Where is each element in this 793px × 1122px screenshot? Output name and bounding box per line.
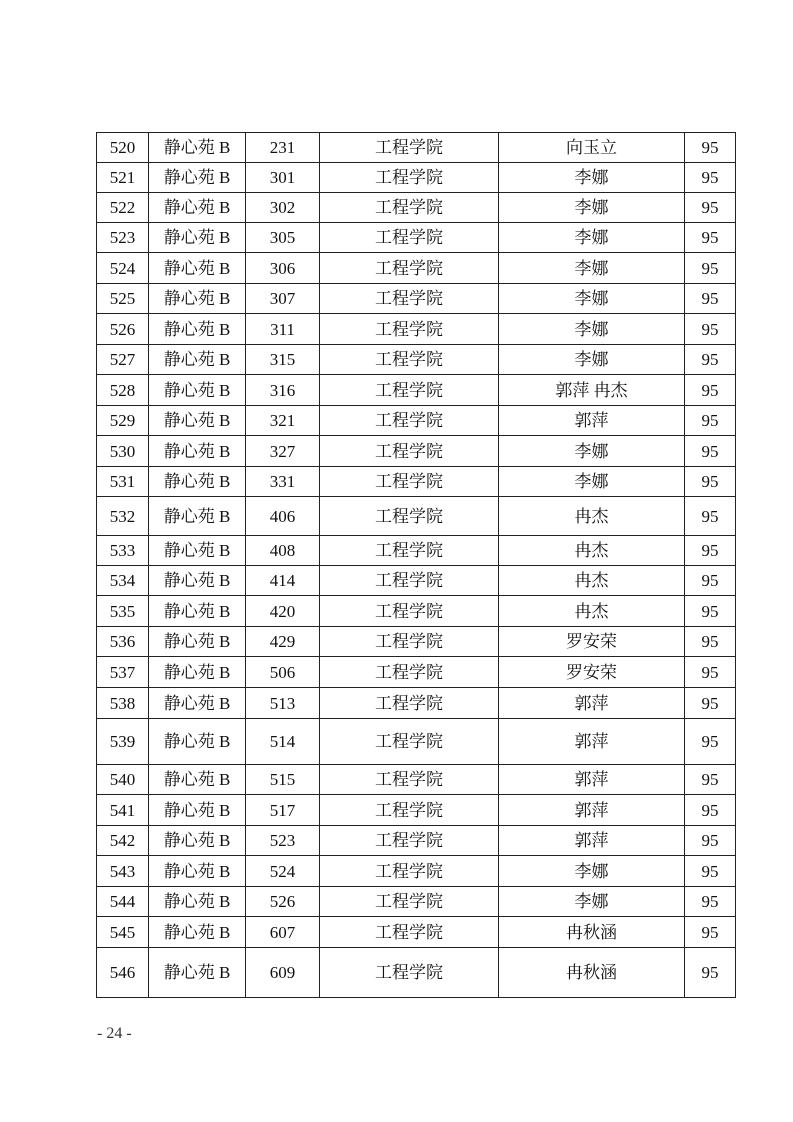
cell-college: 工程学院 xyxy=(320,596,499,627)
cell-score: 95 xyxy=(685,163,736,193)
cell-building: 静心苑 B xyxy=(149,436,246,467)
table-row xyxy=(97,406,736,436)
table-row xyxy=(97,887,736,917)
cell-room: 414 xyxy=(246,566,320,596)
cell-score: 95 xyxy=(685,193,736,223)
cell-building: 静心苑 B xyxy=(149,163,246,193)
cell-staff: 冉秋涵 xyxy=(499,917,685,948)
cell-building: 静心苑 B xyxy=(149,406,246,436)
cell-college: 工程学院 xyxy=(320,133,499,163)
cell-staff: 李娜 xyxy=(499,193,685,223)
table-row xyxy=(97,253,736,284)
cell-score: 95 xyxy=(685,314,736,345)
table-row xyxy=(97,163,736,193)
cell-index: 524 xyxy=(97,253,149,284)
cell-room: 331 xyxy=(246,467,320,497)
cell-college: 工程学院 xyxy=(320,856,499,887)
table-row xyxy=(97,566,736,596)
table-row xyxy=(97,223,736,253)
table-row xyxy=(97,795,736,826)
cell-staff: 李娜 xyxy=(499,467,685,497)
cell-score: 95 xyxy=(685,917,736,948)
cell-building: 静心苑 B xyxy=(149,719,246,765)
cell-college: 工程学院 xyxy=(320,163,499,193)
cell-building: 静心苑 B xyxy=(149,596,246,627)
cell-index: 528 xyxy=(97,375,149,406)
cell-index: 546 xyxy=(97,948,149,998)
cell-room: 517 xyxy=(246,795,320,826)
cell-index: 532 xyxy=(97,497,149,536)
table-row xyxy=(97,688,736,719)
cell-index: 525 xyxy=(97,284,149,314)
cell-room: 609 xyxy=(246,948,320,998)
cell-college: 工程学院 xyxy=(320,719,499,765)
cell-staff: 李娜 xyxy=(499,253,685,284)
cell-score: 95 xyxy=(685,765,736,795)
cell-index: 542 xyxy=(97,826,149,856)
cell-college: 工程学院 xyxy=(320,688,499,719)
cell-staff: 李娜 xyxy=(499,284,685,314)
cell-score: 95 xyxy=(685,688,736,719)
cell-room: 316 xyxy=(246,375,320,406)
cell-building: 静心苑 B xyxy=(149,133,246,163)
cell-staff: 郭萍 冉杰 xyxy=(499,375,685,406)
cell-index: 527 xyxy=(97,345,149,375)
cell-room: 231 xyxy=(246,133,320,163)
cell-index: 526 xyxy=(97,314,149,345)
cell-staff: 郭萍 xyxy=(499,765,685,795)
cell-room: 506 xyxy=(246,657,320,688)
cell-college: 工程学院 xyxy=(320,314,499,345)
table-row xyxy=(97,133,736,163)
cell-staff: 冉秋涵 xyxy=(499,948,685,998)
cell-building: 静心苑 B xyxy=(149,345,246,375)
cell-score: 95 xyxy=(685,345,736,375)
cell-college: 工程学院 xyxy=(320,467,499,497)
cell-score: 95 xyxy=(685,856,736,887)
cell-score: 95 xyxy=(685,406,736,436)
cell-index: 533 xyxy=(97,536,149,566)
cell-college: 工程学院 xyxy=(320,406,499,436)
cell-college: 工程学院 xyxy=(320,497,499,536)
cell-index: 520 xyxy=(97,133,149,163)
cell-building: 静心苑 B xyxy=(149,795,246,826)
table-row xyxy=(97,657,736,688)
cell-building: 静心苑 B xyxy=(149,765,246,795)
cell-room: 315 xyxy=(246,345,320,375)
cell-staff: 李娜 xyxy=(499,887,685,917)
inspection-table xyxy=(96,132,736,998)
cell-building: 静心苑 B xyxy=(149,627,246,657)
cell-building: 静心苑 B xyxy=(149,887,246,917)
cell-college: 工程学院 xyxy=(320,193,499,223)
table-row xyxy=(97,765,736,795)
cell-room: 514 xyxy=(246,719,320,765)
cell-score: 95 xyxy=(685,467,736,497)
cell-room: 311 xyxy=(246,314,320,345)
table-row xyxy=(97,826,736,856)
cell-college: 工程学院 xyxy=(320,436,499,467)
cell-staff: 郭萍 xyxy=(499,795,685,826)
cell-college: 工程学院 xyxy=(320,284,499,314)
table-row xyxy=(97,375,736,406)
table-row xyxy=(97,314,736,345)
cell-room: 302 xyxy=(246,193,320,223)
table-row xyxy=(97,284,736,314)
cell-building: 静心苑 B xyxy=(149,948,246,998)
cell-index: 537 xyxy=(97,657,149,688)
cell-score: 95 xyxy=(685,657,736,688)
cell-staff: 冉杰 xyxy=(499,566,685,596)
cell-score: 95 xyxy=(685,436,736,467)
cell-index: 523 xyxy=(97,223,149,253)
cell-staff: 冉杰 xyxy=(499,536,685,566)
cell-building: 静心苑 B xyxy=(149,657,246,688)
cell-building: 静心苑 B xyxy=(149,826,246,856)
cell-college: 工程学院 xyxy=(320,826,499,856)
cell-score: 95 xyxy=(685,826,736,856)
cell-score: 95 xyxy=(685,497,736,536)
cell-staff: 李娜 xyxy=(499,856,685,887)
cell-score: 95 xyxy=(685,887,736,917)
cell-building: 静心苑 B xyxy=(149,467,246,497)
cell-building: 静心苑 B xyxy=(149,688,246,719)
cell-room: 408 xyxy=(246,536,320,566)
cell-college: 工程学院 xyxy=(320,795,499,826)
cell-college: 工程学院 xyxy=(320,566,499,596)
cell-room: 526 xyxy=(246,887,320,917)
table-row xyxy=(97,497,736,536)
cell-room: 306 xyxy=(246,253,320,284)
cell-room: 327 xyxy=(246,436,320,467)
cell-building: 静心苑 B xyxy=(149,193,246,223)
cell-room: 305 xyxy=(246,223,320,253)
cell-index: 538 xyxy=(97,688,149,719)
cell-index: 539 xyxy=(97,719,149,765)
cell-staff: 李娜 xyxy=(499,314,685,345)
cell-staff: 罗安荣 xyxy=(499,627,685,657)
cell-room: 406 xyxy=(246,497,320,536)
cell-college: 工程学院 xyxy=(320,223,499,253)
cell-college: 工程学院 xyxy=(320,657,499,688)
cell-college: 工程学院 xyxy=(320,627,499,657)
cell-staff: 冉杰 xyxy=(499,596,685,627)
table-row xyxy=(97,856,736,887)
cell-college: 工程学院 xyxy=(320,765,499,795)
inspection-table-container xyxy=(96,132,733,998)
cell-staff: 郭萍 xyxy=(499,719,685,765)
cell-index: 540 xyxy=(97,765,149,795)
cell-college: 工程学院 xyxy=(320,948,499,998)
cell-room: 523 xyxy=(246,826,320,856)
cell-score: 95 xyxy=(685,795,736,826)
cell-score: 95 xyxy=(685,253,736,284)
table-row xyxy=(97,193,736,223)
cell-staff: 郭萍 xyxy=(499,688,685,719)
table-row xyxy=(97,345,736,375)
cell-index: 522 xyxy=(97,193,149,223)
cell-room: 420 xyxy=(246,596,320,627)
cell-room: 429 xyxy=(246,627,320,657)
cell-college: 工程学院 xyxy=(320,917,499,948)
cell-score: 95 xyxy=(685,566,736,596)
cell-staff: 李娜 xyxy=(499,436,685,467)
cell-college: 工程学院 xyxy=(320,253,499,284)
cell-building: 静心苑 B xyxy=(149,497,246,536)
cell-index: 531 xyxy=(97,467,149,497)
cell-room: 524 xyxy=(246,856,320,887)
table-row xyxy=(97,917,736,948)
cell-index: 541 xyxy=(97,795,149,826)
cell-room: 513 xyxy=(246,688,320,719)
cell-index: 521 xyxy=(97,163,149,193)
cell-college: 工程学院 xyxy=(320,375,499,406)
cell-score: 95 xyxy=(685,627,736,657)
cell-room: 321 xyxy=(246,406,320,436)
cell-index: 544 xyxy=(97,887,149,917)
cell-room: 515 xyxy=(246,765,320,795)
cell-building: 静心苑 B xyxy=(149,223,246,253)
table-row xyxy=(97,596,736,627)
cell-staff: 李娜 xyxy=(499,223,685,253)
cell-college: 工程学院 xyxy=(320,887,499,917)
table-row xyxy=(97,536,736,566)
cell-staff: 李娜 xyxy=(499,163,685,193)
cell-score: 95 xyxy=(685,719,736,765)
cell-building: 静心苑 B xyxy=(149,314,246,345)
cell-score: 95 xyxy=(685,375,736,406)
cell-index: 543 xyxy=(97,856,149,887)
cell-building: 静心苑 B xyxy=(149,917,246,948)
cell-staff: 李娜 xyxy=(499,345,685,375)
cell-building: 静心苑 B xyxy=(149,375,246,406)
cell-staff: 郭萍 xyxy=(499,406,685,436)
cell-room: 301 xyxy=(246,163,320,193)
cell-score: 95 xyxy=(685,223,736,253)
cell-building: 静心苑 B xyxy=(149,536,246,566)
cell-staff: 向玉立 xyxy=(499,133,685,163)
table-row xyxy=(97,948,736,998)
cell-building: 静心苑 B xyxy=(149,566,246,596)
cell-staff: 罗安荣 xyxy=(499,657,685,688)
cell-college: 工程学院 xyxy=(320,345,499,375)
cell-index: 530 xyxy=(97,436,149,467)
page-number: - 24 - xyxy=(97,1025,132,1042)
table-body xyxy=(97,133,736,998)
cell-staff: 郭萍 xyxy=(499,826,685,856)
cell-index: 535 xyxy=(97,596,149,627)
cell-index: 545 xyxy=(97,917,149,948)
cell-index: 536 xyxy=(97,627,149,657)
table-row xyxy=(97,436,736,467)
cell-score: 95 xyxy=(685,596,736,627)
cell-index: 534 xyxy=(97,566,149,596)
cell-room: 307 xyxy=(246,284,320,314)
cell-building: 静心苑 B xyxy=(149,253,246,284)
cell-staff: 冉杰 xyxy=(499,497,685,536)
cell-building: 静心苑 B xyxy=(149,856,246,887)
cell-score: 95 xyxy=(685,948,736,998)
cell-score: 95 xyxy=(685,284,736,314)
cell-building: 静心苑 B xyxy=(149,284,246,314)
cell-score: 95 xyxy=(685,133,736,163)
cell-score: 95 xyxy=(685,536,736,566)
table-row xyxy=(97,467,736,497)
cell-index: 529 xyxy=(97,406,149,436)
cell-room: 607 xyxy=(246,917,320,948)
table-row xyxy=(97,627,736,657)
cell-college: 工程学院 xyxy=(320,536,499,566)
table-row xyxy=(97,719,736,765)
